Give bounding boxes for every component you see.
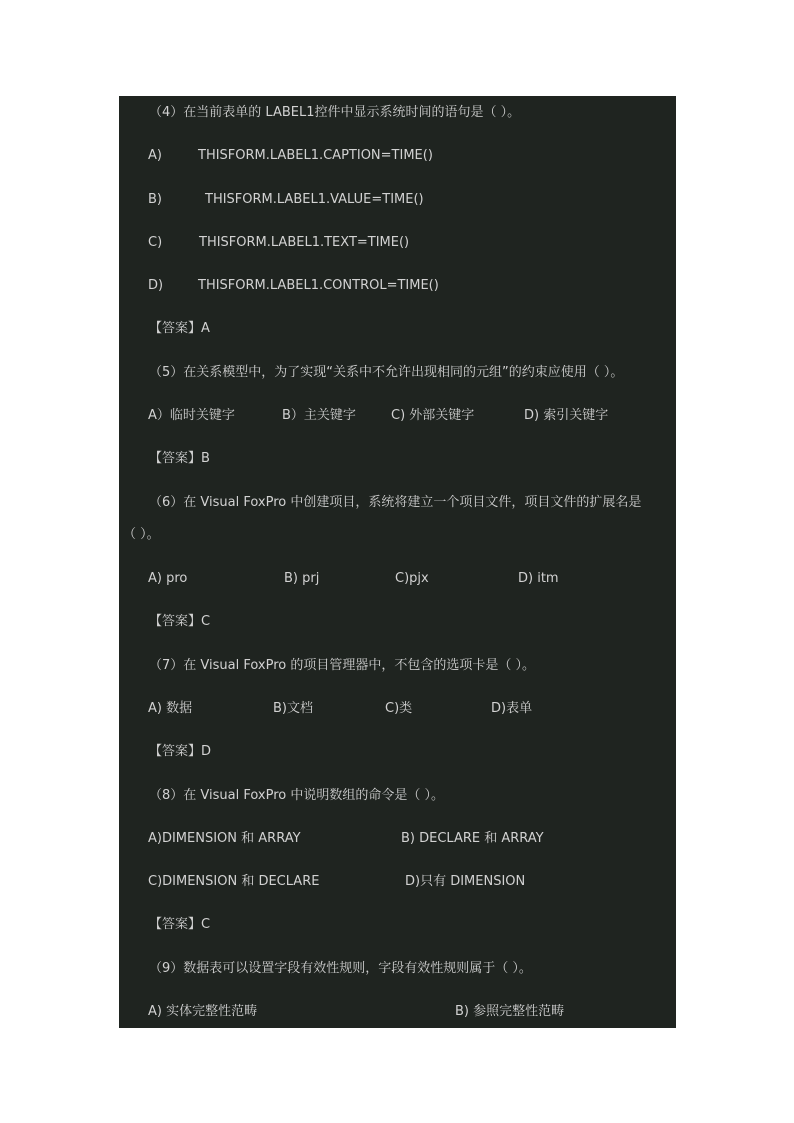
question-4-text: （4）在当前表单的 LABEL1控件中显示系统时间的语句是（ ）。	[149, 105, 521, 120]
question-7-option-c: C)类	[385, 701, 413, 716]
question-5-option-d: D) 索引关键字	[524, 408, 609, 423]
question-5-option-a: A）临时关键字	[148, 408, 235, 423]
question-7-option-d: D)表单	[491, 701, 533, 716]
question-5-text: （5）在关系模型中，为了实现“关系中不允许出现相同的元组”的约束应使用（ ）。	[149, 365, 624, 380]
question-6-option-d: D) itm	[518, 571, 559, 586]
question-5-option-c: C) 外部关键字	[391, 408, 475, 423]
question-9-text: （9）数据表可以设置字段有效性规则，字段有效性规则属于（ ）。	[149, 961, 532, 976]
question-6-option-a: A) pro	[148, 571, 188, 586]
question-9-option-a: A) 实体完整性范畴	[148, 1004, 258, 1019]
question-6-text-line1: （6）在 Visual FoxPro 中创建项目，系统将建立一个项目文件，项目文件的扩展名是	[149, 495, 642, 510]
question-8-option-c: C)DIMENSION 和 DECLARE	[148, 874, 320, 889]
question-9-option-b: B) 参照完整性范畴	[455, 1004, 565, 1019]
question-6-option-b: B) prj	[284, 571, 320, 586]
question-7-option-b: B)文档	[273, 701, 313, 716]
question-8-option-d: D)只有 DIMENSION	[405, 874, 526, 889]
question-5-option-b: B）主关键字	[282, 408, 356, 423]
exam-questions-panel: （4）在当前表单的 LABEL1控件中显示系统时间的语句是（ ）。 A) THISFORM.LABEL1.CAPTION=TIME() B) THISFORM.LABEL1.VALUE=TIME() C) THISFORM.LABEL1.TEXT=TIME() D) THISFORM.LABEL1.CONTROL=TIME() 【答案】A （5）在关系模型中，为了实现“关系中不允许出现相同的元组”的约束应使用（ ）。 A）临时关键字 B）主关键字 C) 外部关键字 D) 索引关键字 【答案】B （6）在 Visual FoxPro 中创建项目，系统将建立一个项目文件，项目文件的扩展名是 （ ）。 A) pro B) prj C)pjx D) itm 【答案】C （7）在 Visual FoxPro 的项目管理器中，不包含的选项卡是（ ）。 A) 数据 B)文档 C)类 D)表单 【答案】D （8）在 Visual FoxPro 中说明数组的命令是（ ）。 A)DIMENSION 和 ARRAY B) DECLARE 和 ARRAY C)DIMENSION 和 DECLARE D)只有 DIMENSION 【答案】C （9）数据表可以设置字段有效性规则，字段有效性规则属于（ ）。 A) 实体完整性范畴 B) 参照完整性范畴	[119, 96, 676, 1028]
question-7-option-a: A) 数据	[148, 701, 193, 716]
question-8-option-a: A)DIMENSION 和 ARRAY	[148, 831, 301, 846]
question-6-option-c: C)pjx	[395, 571, 429, 586]
question-8-option-b: B) DECLARE 和 ARRAY	[401, 831, 544, 846]
question-8-text: （8）在 Visual FoxPro 中说明数组的命令是（ ）。	[149, 788, 444, 803]
question-7-text: （7）在 Visual FoxPro 的项目管理器中，不包含的选项卡是（ ）。	[149, 658, 535, 673]
question-6-text-line2: （ ）。	[123, 527, 160, 542]
